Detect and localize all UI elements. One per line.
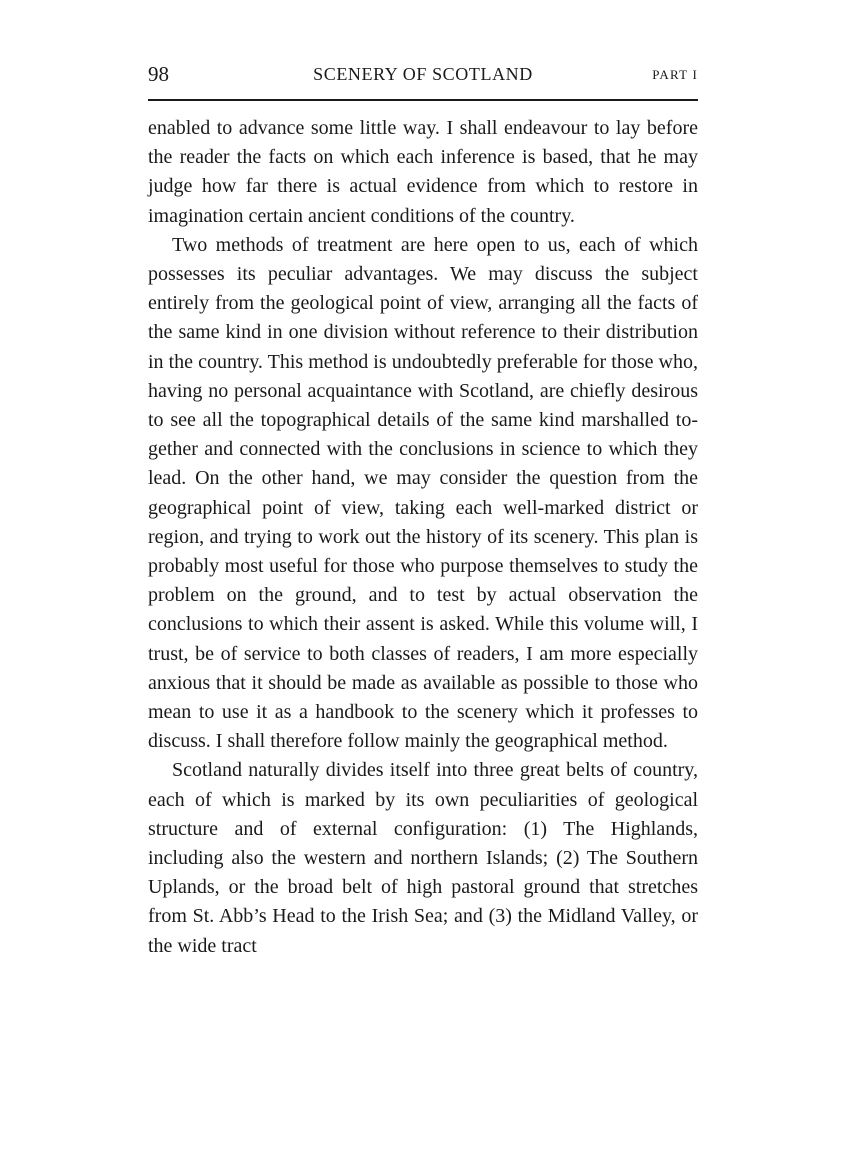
part-label: PART I <box>652 67 698 82</box>
page-number: 98 <box>148 62 169 86</box>
header-rule <box>148 99 698 101</box>
paragraph: Two methods of treatment are here open to us, each of which possesses its peculiar advantages. We may discuss the subject entirely from the geological point of view, arranging all the facts of the same kind in one division without reference to their distribution in the country. This method is undoubtedly preferable for those who, having no personal acquaintance with Scotland, are chiefly desirous to see all the topographical details of the same kind marshalled together and connected with the conclusions in science to which they lead. On the other hand, we may consider the question from the geographical point of view, taking each well-marked district or region, and trying to work out the history of its scenery. This plan is probably most useful for those who purpose themselves to study the problem on the ground, and to test by actual observation the conclusions to which their assent is asked. While this volume will, I trust, be of service to both classes of readers, I am more especially anxious that it should be made as available as possible to those who mean to use it as a handbook to the scenery which it professes to discuss. I shall therefore follow mainly the geographical method. <box>148 233 698 753</box>
paragraph-continued: enabled to advance some little way. I shall endeavour to lay before the reader the facts on which each inference is based, that he may judge how far there is actual evidence from which to restore in imagination certain ancient conditions of the country. <box>148 117 698 227</box>
paragraph: Scotland naturally divides itself into three great belts of country, each of which is marked by its own peculiarities of geological structure and of external configuration: (1) The Highlands, including also the western and northern Islands; (2) The Southern Uplands, or the broad belt of high pastoral ground that stretches from St. Abb’s Head to the Irish Sea; and (3) the Midland Valley, or the wide tract <box>148 759 698 957</box>
body-text <box>148 114 698 961</box>
running-title: SCENERY OF SCOTLAND <box>313 64 533 84</box>
running-head <box>148 62 698 86</box>
